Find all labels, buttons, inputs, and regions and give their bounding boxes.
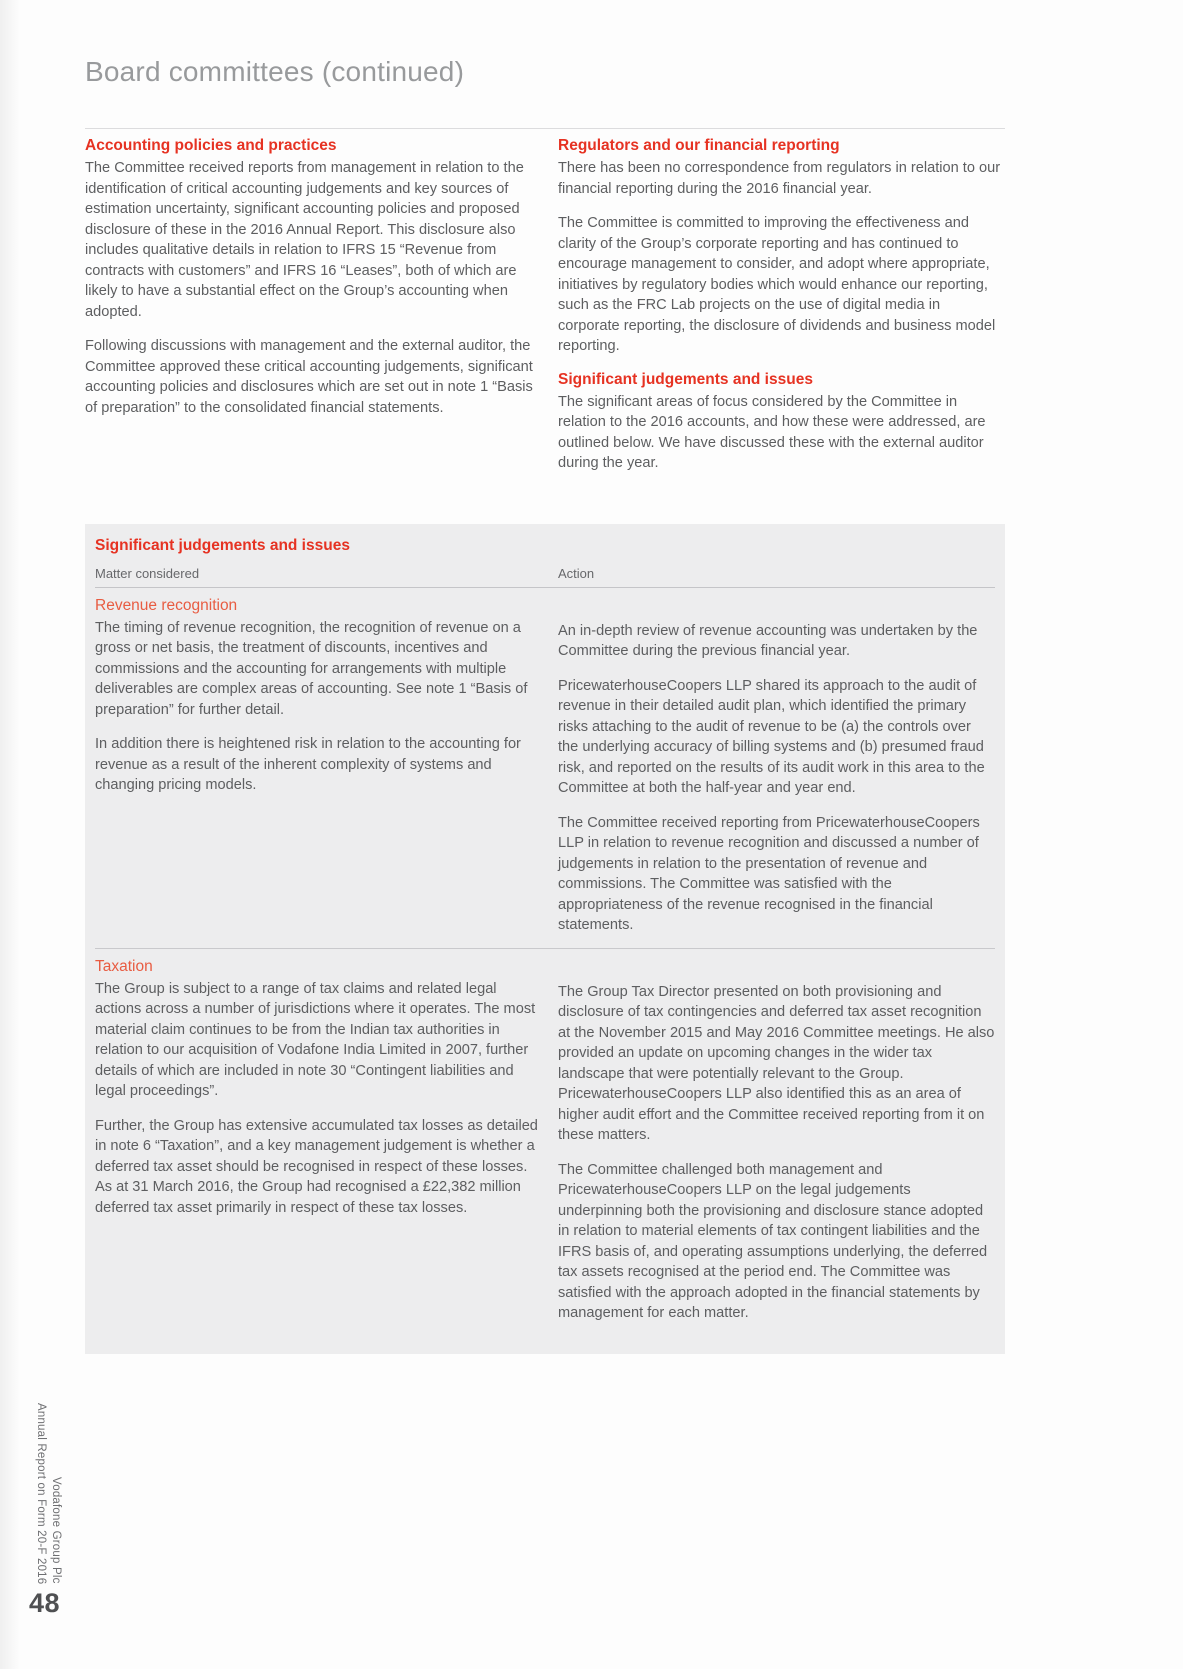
- section-heading-significant-judgements: Significant judgements and issues: [558, 370, 813, 388]
- paragraph: The timing of revenue recognition, the recognition of revenue on a gross or net basis, the treatment of discounts, incentives and commissions and the accounting for arrangements with multiple deliverables are complex areas of accounting. See note 1 “Basis of preparation” for further detail.: [95, 619, 528, 718]
- spine-report-name: Annual Report on Form 20-F 2016: [35, 1402, 47, 1584]
- right-column: [558, 137, 1005, 474]
- panel-heading: Significant judgements and issues: [95, 536, 350, 554]
- page-title: Board committees (continued): [85, 56, 465, 87]
- paragraph: PricewaterhouseCoopers LLP shared its approach to the audit of revenue in their detailed audit plan, which identified the primary risks attaching to the audit of revenue to be (a) the controls over the underlying accuracy of billing systems and (b) presumed fraud risk, and reported on the results of its audit work in this area to the Committee at both the half-year and year end.: [558, 677, 985, 796]
- left-column: [85, 137, 533, 474]
- section-heading-regulators: Regulators and our financial reporting: [558, 137, 840, 154]
- action-column-header: Action: [558, 565, 595, 581]
- topic-taxation: Taxation: [95, 957, 153, 975]
- paragraph: Following discussions with management and the external auditor, the Committee approved these critical accounting judgements, significant accounting policies and disclosures which are set out in note 1 “Basis of preparation” to the consolidated financial statements.: [85, 338, 533, 416]
- paragraph: In addition there is heightened risk in relation to the accounting for revenue as a result of the inherent complexity of systems and changing pricing models.: [95, 736, 521, 793]
- paragraph: An in-depth review of revenue accounting was undertaken by the Committee during the previous financial year.: [558, 622, 978, 659]
- paragraph: The Group is subject to a range of tax claims and related legal actions across a number of jurisdictions where it operates. The most material claim continues to be from the Indian tax authorities in relation to our acquisition of Vodafone India Limited in 2007, further details of which are included in note 30 “Contingent liabilities and legal proceedings”.: [95, 980, 536, 1099]
- paragraph: The Committee challenged both management and PricewaterhouseCoopers LLP on the legal judgements underpinning both the provisioning and disclosure stance adopted in relation to material elements of tax contingent liabilities and the IFRS basis of, and operating assumptions underlying, the deferred tax assets recognised at the period end. The Committee was satisfied with the approach adopted in the financial statements by management for each matter.: [558, 1161, 988, 1321]
- table-row-revenue-recognition: [95, 597, 995, 936]
- judgements-panel: [85, 524, 1005, 1354]
- paragraph: The Committee received reporting from PricewaterhouseCoopers LLP in relation to revenue recognition and discussed a number of judgements in relation to the presentation of revenue and commissions. The Committee was satisfied with the appropriateness of the revenue recognised in the financial statements.: [558, 814, 980, 933]
- matter-cell: [95, 958, 538, 1324]
- paragraph: The significant areas of focus considered by the Committee in relation to the 2016 accounts, and how these were addressed, are outlined below. We have discussed these with the external auditor during the year.: [558, 393, 986, 471]
- paragraph: The Committee received reports from management in relation to the identification of critical accounting judgements and key sources of estimation uncertainty, significant accounting policies and proposed disclosure of these in the 2016 Annual Report. This disclosure also includes qualitative details in relation to IFRS 15 “Revenue from contracts with customers” and IFRS 16 “Leases”, both of which are likely to have a substantial effect on the Group’s accounting when adopted.: [85, 160, 524, 320]
- paragraph: Further, the Group has extensive accumulated tax losses as detailed in note 6 “Taxation”, and a key management judgement is whether a deferred tax asset should be recognised in respect of these losses. As at 31 March 2016, the Group had recognised a £22,382 million deferred tax asset primarily in respect of these tax losses.: [95, 1117, 538, 1216]
- panel-column-headers: [95, 566, 995, 581]
- table-row-taxation: [95, 958, 995, 1324]
- paragraph: The Group Tax Director presented on both provisioning and disclosure of tax contingencies and deferred tax asset recognition at the November 2015 and May 2016 Committee meetings. He also provided an update on upcoming changes in the wider tax landscape that were potentially relevant to the Group. PricewaterhouseCoopers LLP also identified this as an area of higher audit effort and the Committee received reporting from it on these matters.: [558, 983, 995, 1143]
- matter-column-header: Matter considered: [95, 565, 200, 581]
- spine-company-name: Vodafone Group Plc: [50, 1477, 62, 1584]
- paragraph: The Committee is committed to improving the effectiveness and clarity of the Group’s corporate reporting and has continued to encourage management to consider, and adopt where appropriate, initiatives by regulatory bodies which would enhance our reporting, such as the FRC Lab projects on the use of digital media in corporate reporting, the disclosure of dividends and business model reporting.: [558, 215, 996, 354]
- page-number: 48: [29, 1588, 61, 1618]
- action-cell: [558, 597, 995, 936]
- two-column-section: [85, 137, 1005, 474]
- topic-revenue-recognition: Revenue recognition: [95, 596, 238, 614]
- section-heading-accounting-policies: Accounting policies and practices: [85, 137, 337, 154]
- row-divider: [95, 948, 995, 949]
- top-divider: [85, 128, 1005, 129]
- matter-cell: [95, 597, 538, 936]
- paragraph: There has been no correspondence from regulators in relation to our financial reporting during the 2016 financial year.: [558, 160, 1001, 197]
- header-rule: [95, 587, 995, 588]
- spine-text: [33, 1312, 63, 1584]
- action-cell: [558, 958, 995, 1324]
